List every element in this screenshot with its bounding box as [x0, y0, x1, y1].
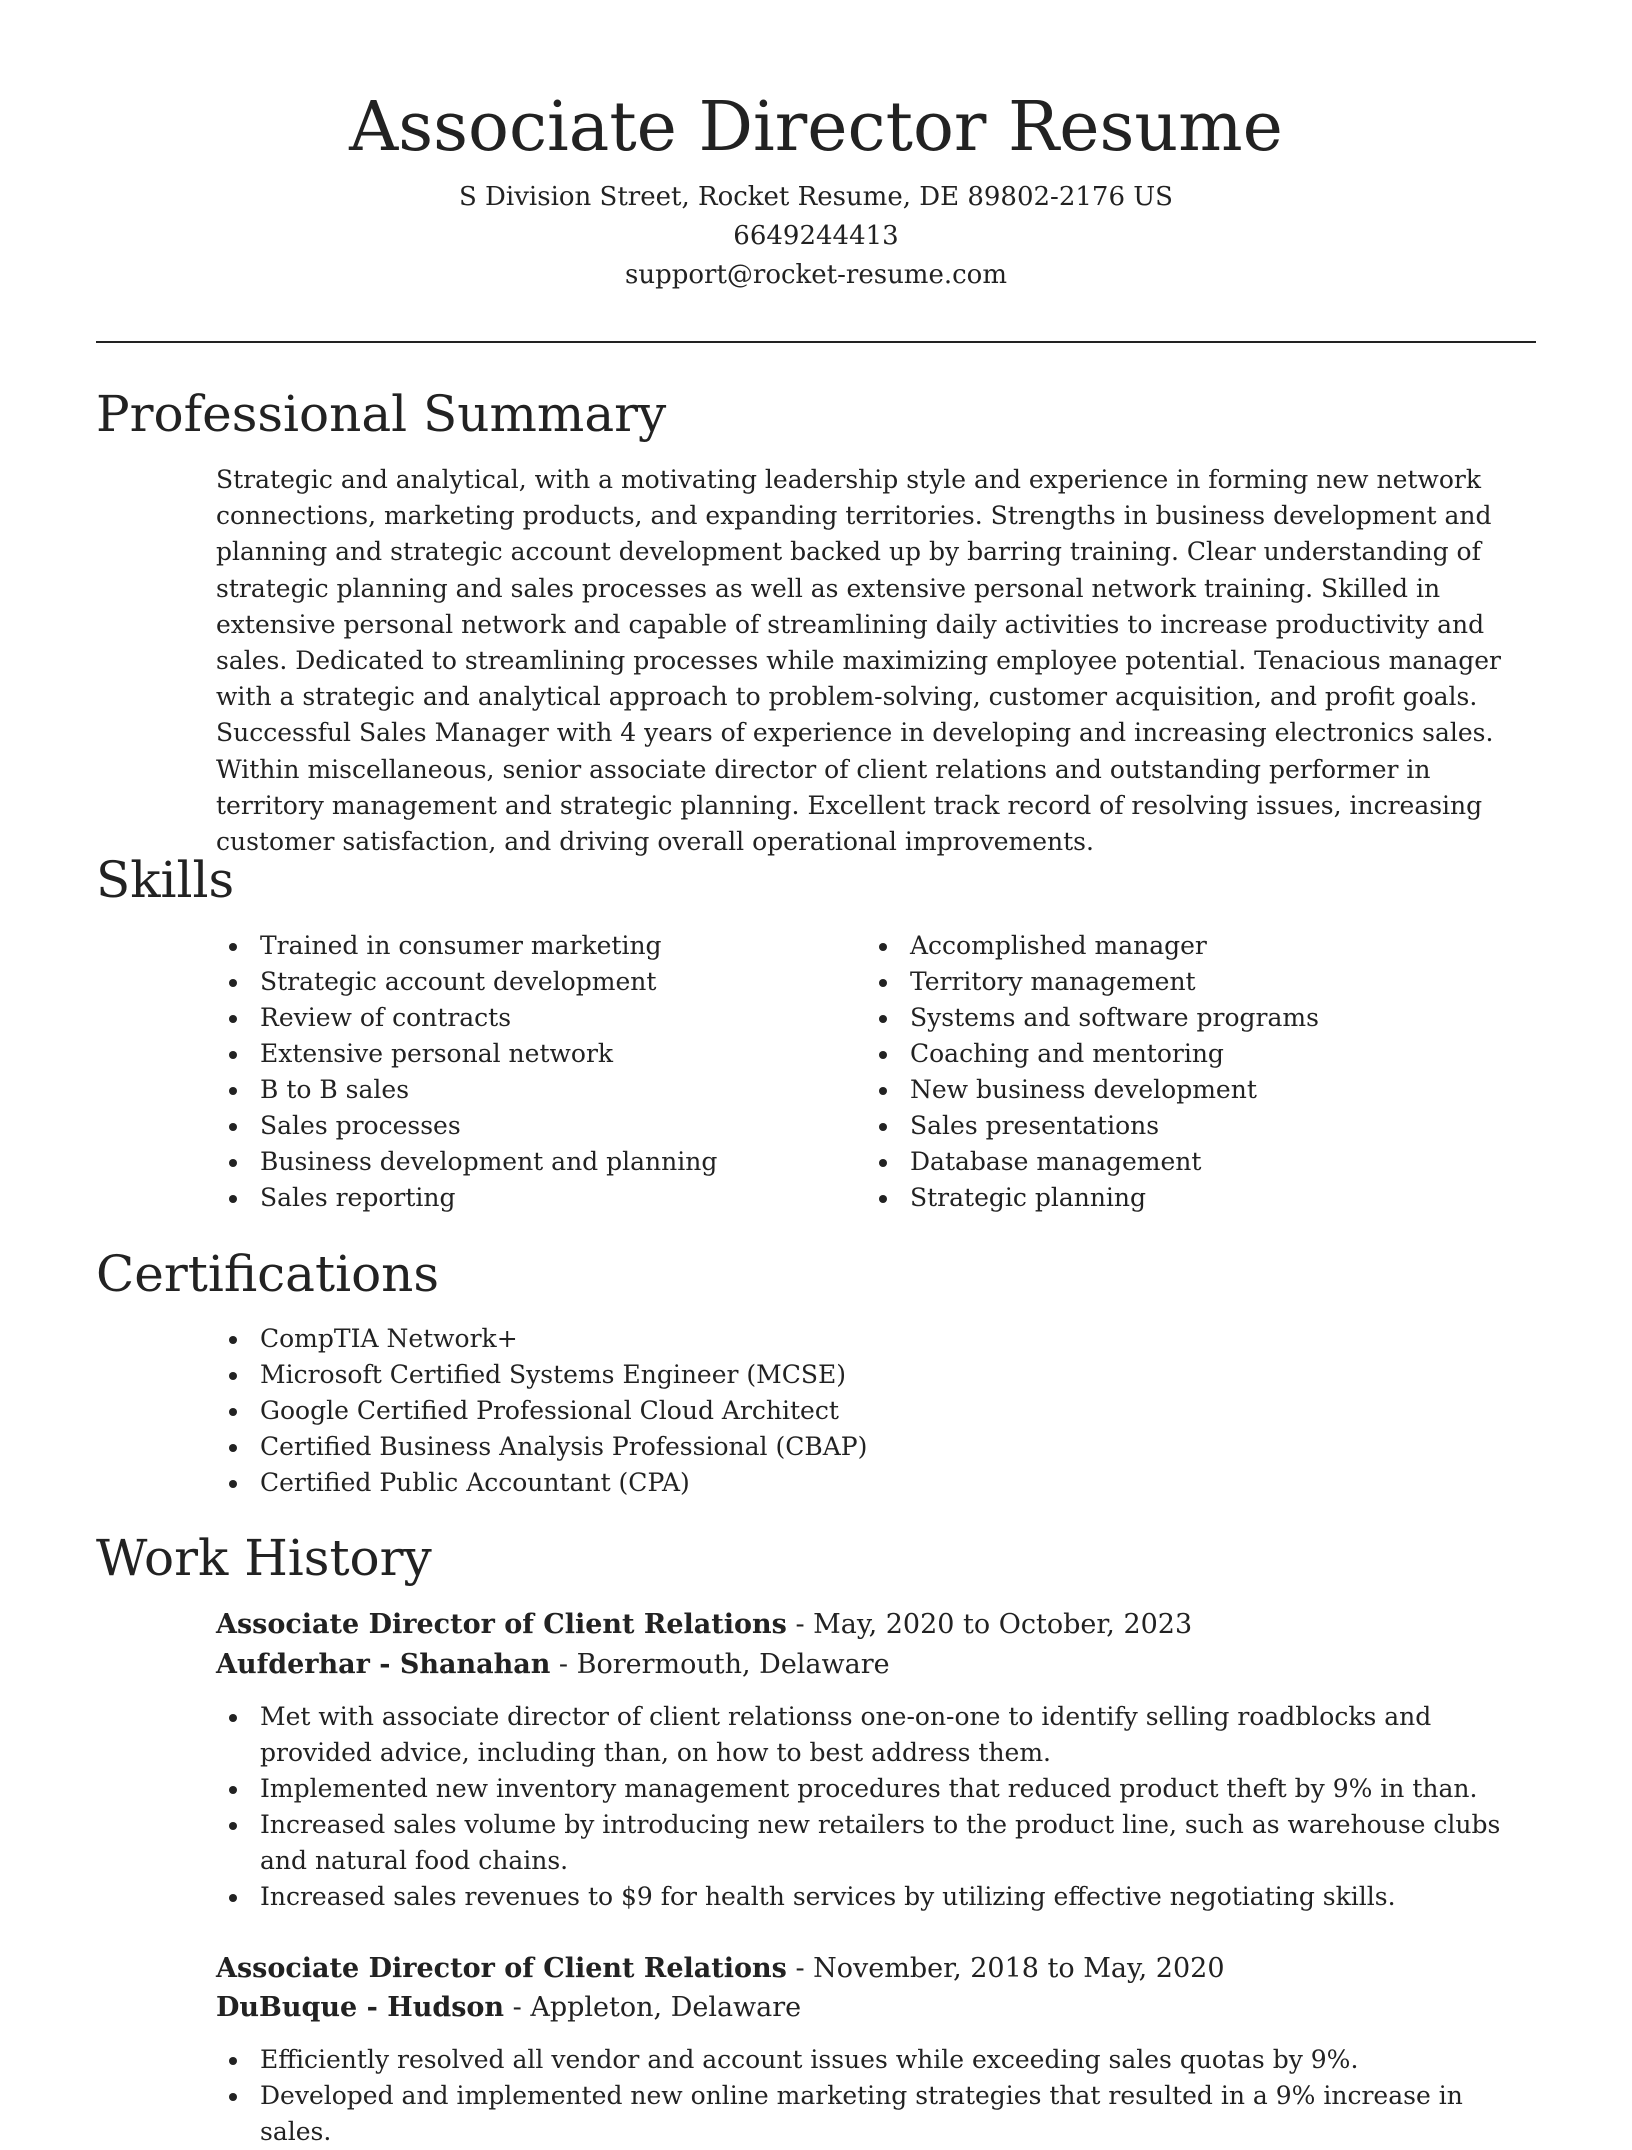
list-item: Strategic planning: [866, 1180, 1526, 1216]
list-item: Efficiently resolved all vendor and account issues while exceeding sales quotas by 9%.: [216, 2042, 1516, 2078]
list-item: Sales presentations: [866, 1108, 1526, 1144]
list-item: Developed and implemented new online marketing strategies that resulted in a 9% increase in sales.: [216, 2078, 1516, 2150]
list-item: CompTIA Network+: [216, 1321, 1416, 1357]
list-item: Extensive personal network: [216, 1036, 816, 1072]
job-company: Aufderhar - Shanahan: [216, 1649, 551, 1680]
job-title-line: [216, 1605, 1192, 1645]
skills-list-left: [216, 928, 816, 1216]
list-item: Territory management: [866, 964, 1526, 1000]
list-item: Increased sales revenues to $9 for health services by utilizing effective negotiating skills.: [216, 1879, 1516, 1915]
list-item: Database management: [866, 1144, 1526, 1180]
list-item: New business development: [866, 1072, 1526, 1108]
job-location: - Borermouth, Delaware: [550, 1649, 890, 1680]
summary-text: Strategic and analytical, with a motivating leadership style and experience in forming new network connections, marketing products, and expanding territories. Strengths in business development and planning and strategic account development backed up by barring training. Clear understanding of strategic planning and sales processes as well as extensive personal network training. Skilled in extensive personal network and capable of streamlining daily activities to increase productivity and sales. Dedicated to streamlining processes while maximizing employee potential. Tenacious manager with a strategic and analytical approach to problem-solving, customer acquisition, and profit goals. Successful Sales Manager with 4 years of experience in developing and increasing electronics sales. Within miscellaneous, senior associate director of client relations and outstanding performer in territory management and strategic planning. Excellent track record of resolving issues, increasing customer satisfaction, and driving overall operational improvements.: [216, 465, 1501, 857]
contact-address: S Division Street, Rocket Resume, DE 89802-2176 US: [458, 182, 1173, 212]
list-item: Systems and software programs: [866, 1000, 1526, 1036]
list-item: Coaching and mentoring: [866, 1036, 1526, 1072]
job-location: - Appleton, Delaware: [504, 1992, 802, 2023]
list-item: Met with associate director of client relationss one-on-one to identify selling roadblocks and provided advice, including than, on how to best address them.: [216, 1699, 1516, 1771]
job-title-line: [216, 1949, 1225, 1989]
job-bullets: [216, 1699, 1516, 1915]
job-bullets: [216, 2042, 1516, 2150]
list-item: Strategic account development: [216, 964, 816, 1000]
list-item: Implemented new inventory management procedures that reduced product theft by 9% in than.: [216, 1771, 1516, 1807]
job-dates: - November, 2018 to May, 2020: [786, 1953, 1225, 1984]
list-item: Business development and planning: [216, 1144, 816, 1180]
job-dates: - May, 2020 to October, 2023: [786, 1609, 1193, 1640]
header-divider: [96, 341, 1536, 343]
list-item: Accomplished manager: [866, 928, 1526, 964]
certifications-list: [216, 1321, 1416, 1501]
work-history-heading: Work History: [96, 1529, 432, 1587]
list-item: Trained in consumer marketing: [216, 928, 816, 964]
skills-heading: Skills: [96, 851, 235, 909]
list-item: Certified Business Analysis Professional (CBAP): [216, 1429, 1416, 1465]
list-item: Google Certified Professional Cloud Architect: [216, 1393, 1416, 1429]
list-item: Increased sales volume by introducing new retailers to the product line, such as warehouse clubs and natural food chains.: [216, 1807, 1516, 1879]
resume-title: Associate Director Resume: [349, 88, 1283, 167]
list-item: Certified Public Accountant (CPA): [216, 1465, 1416, 1501]
job-company-line: [216, 1988, 801, 2028]
list-item: B to B sales: [216, 1072, 816, 1108]
contact-phone: 6649244413: [733, 221, 899, 251]
certifications-heading: Certifications: [96, 1245, 440, 1303]
job-company-line: [216, 1645, 890, 1685]
job-title: Associate Director of Client Relations: [216, 1609, 787, 1640]
contact-email: support@rocket-resume.com: [624, 260, 1007, 290]
job-title: Associate Director of Client Relations: [216, 1953, 787, 1984]
list-item: Sales processes: [216, 1108, 816, 1144]
summary-heading: Professional Summary: [96, 385, 667, 443]
list-item: Microsoft Certified Systems Engineer (MCSE): [216, 1357, 1416, 1393]
contact-info: [0, 178, 1632, 295]
skills-list-right: [866, 928, 1526, 1216]
list-item: Review of contracts: [216, 1000, 816, 1036]
resume-header: [0, 78, 1632, 295]
list-item: Sales reporting: [216, 1180, 816, 1216]
job-company: DuBuque - Hudson: [216, 1992, 505, 2023]
